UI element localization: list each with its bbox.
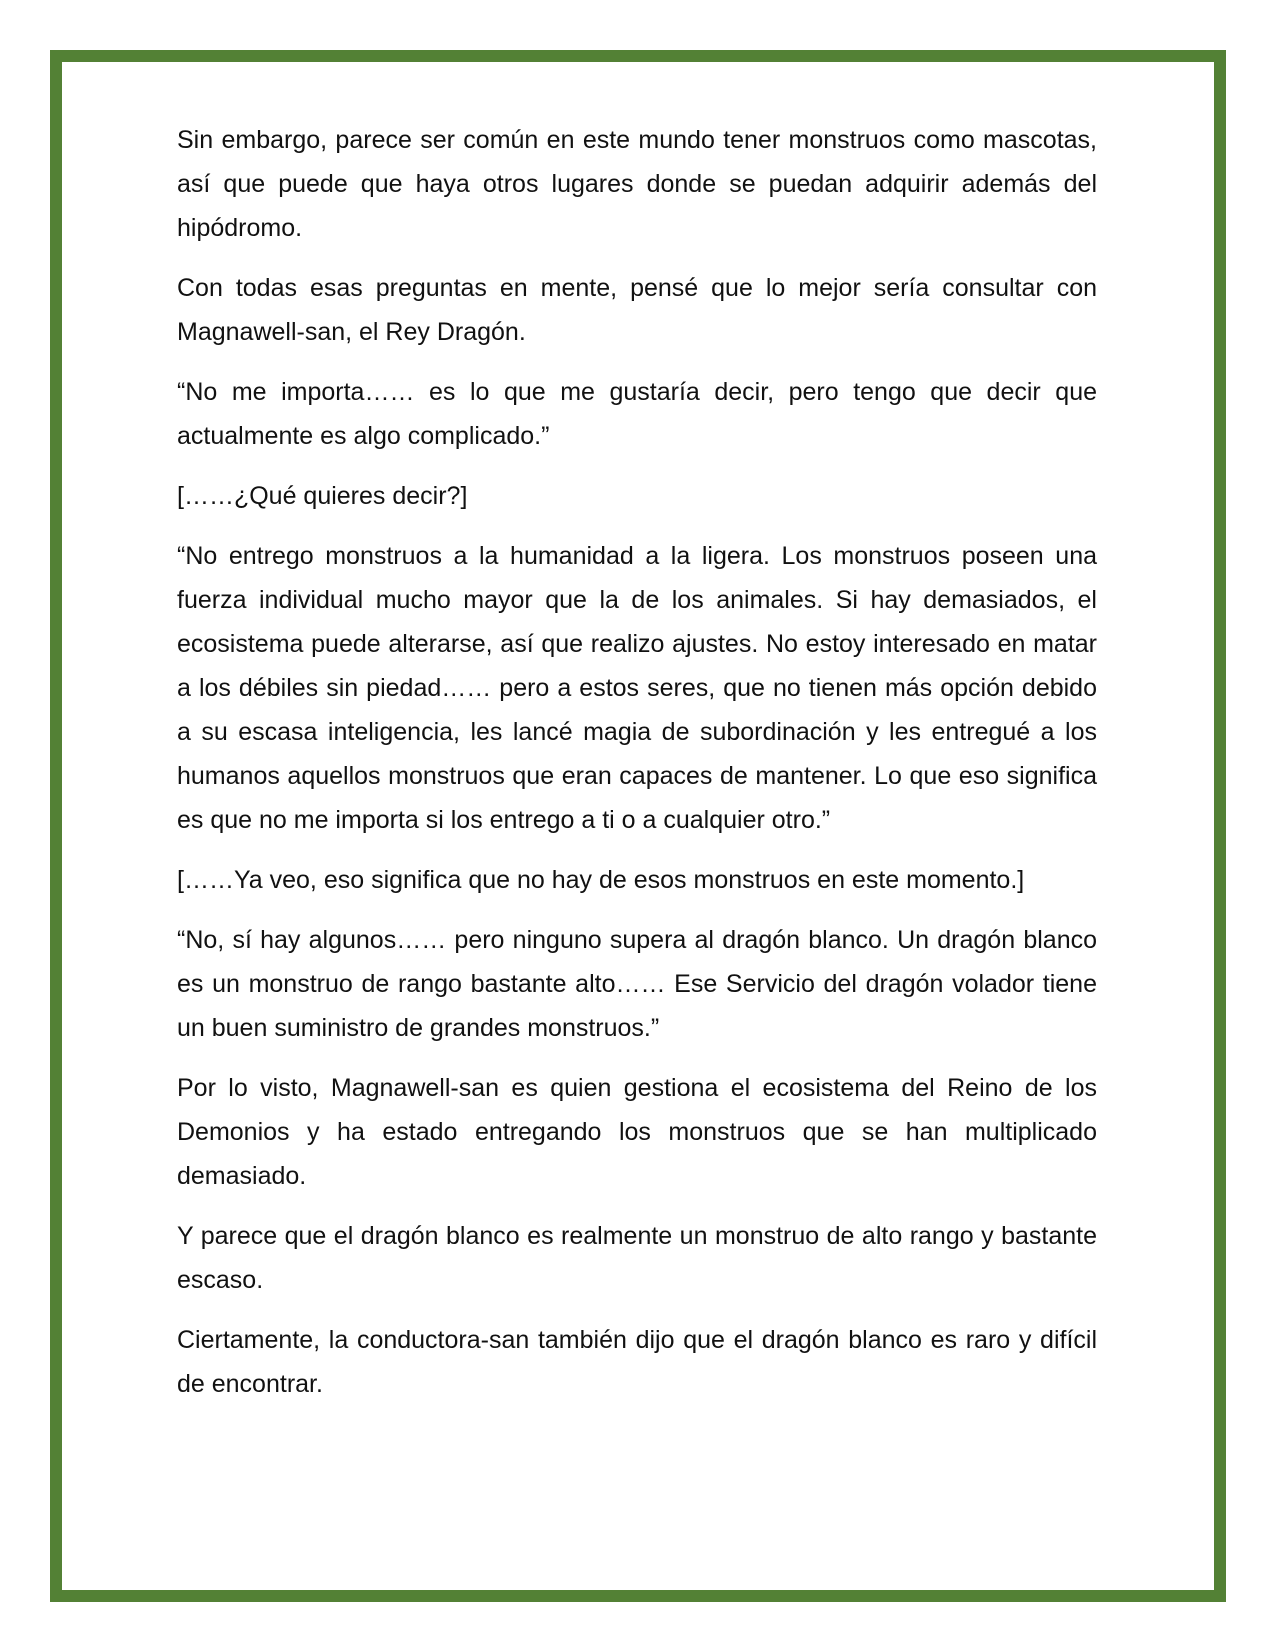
paragraph: Y parece que el dragón blanco es realmente un monstruo de alto rango y bastante escaso.: [177, 1222, 1097, 1294]
paragraph: [……Ya veo, eso significa que no hay de esos monstruos en este momento.]: [177, 866, 1025, 894]
paragraph: Por lo visto, Magnawell-san es quien gestiona el ecosistema del Reino de los Demonios y ha estado entregando los monstruos que se han multiplicado demasiado.: [177, 1074, 1097, 1190]
paragraph: Sin embargo, parece ser común en este mundo tener monstruos como mascotas, así que puede que haya otros lugares donde se puedan adquirir además del hipódromo.: [177, 126, 1097, 242]
paragraph: “No entrego monstruos a la humanidad a la ligera. Los monstruos poseen una fuerza individual mucho mayor que la de los animales. Si hay demasiados, el ecosistema puede alterarse, así que realizo ajustes. No estoy interesado en matar a los débiles sin piedad…… pero a estos seres, que no tienen más opción debido a su escasa inteligencia, les lancé magia de subordinación y les entregué a los humanos aquellos monstruos que eran capaces de mantener. Lo que eso significa es que no me importa si los entrego a ti o a cualquier otro.”: [177, 542, 1097, 834]
paragraph: “No me importa…… es lo que me gustaría decir, pero tengo que decir que actualmente es algo complicado.”: [177, 378, 1097, 450]
paragraph: [……¿Qué quieres decir?]: [177, 482, 468, 510]
paragraph: Ciertamente, la conductora-san también dijo que el dragón blanco es raro y difícil de encontrar.: [177, 1326, 1097, 1398]
paragraph: Con todas esas preguntas en mente, pensé que lo mejor sería consultar con Magnawell-san, el Rey Dragón.: [177, 274, 1097, 346]
paragraph: “No, sí hay algunos…… pero ninguno supera al dragón blanco. Un dragón blanco es un monstruo de rango bastante alto…… Ese Servicio del dragón volador tiene un buen suministro de grandes monstruos.”: [177, 926, 1097, 1042]
document-body: [177, 118, 1097, 1422]
